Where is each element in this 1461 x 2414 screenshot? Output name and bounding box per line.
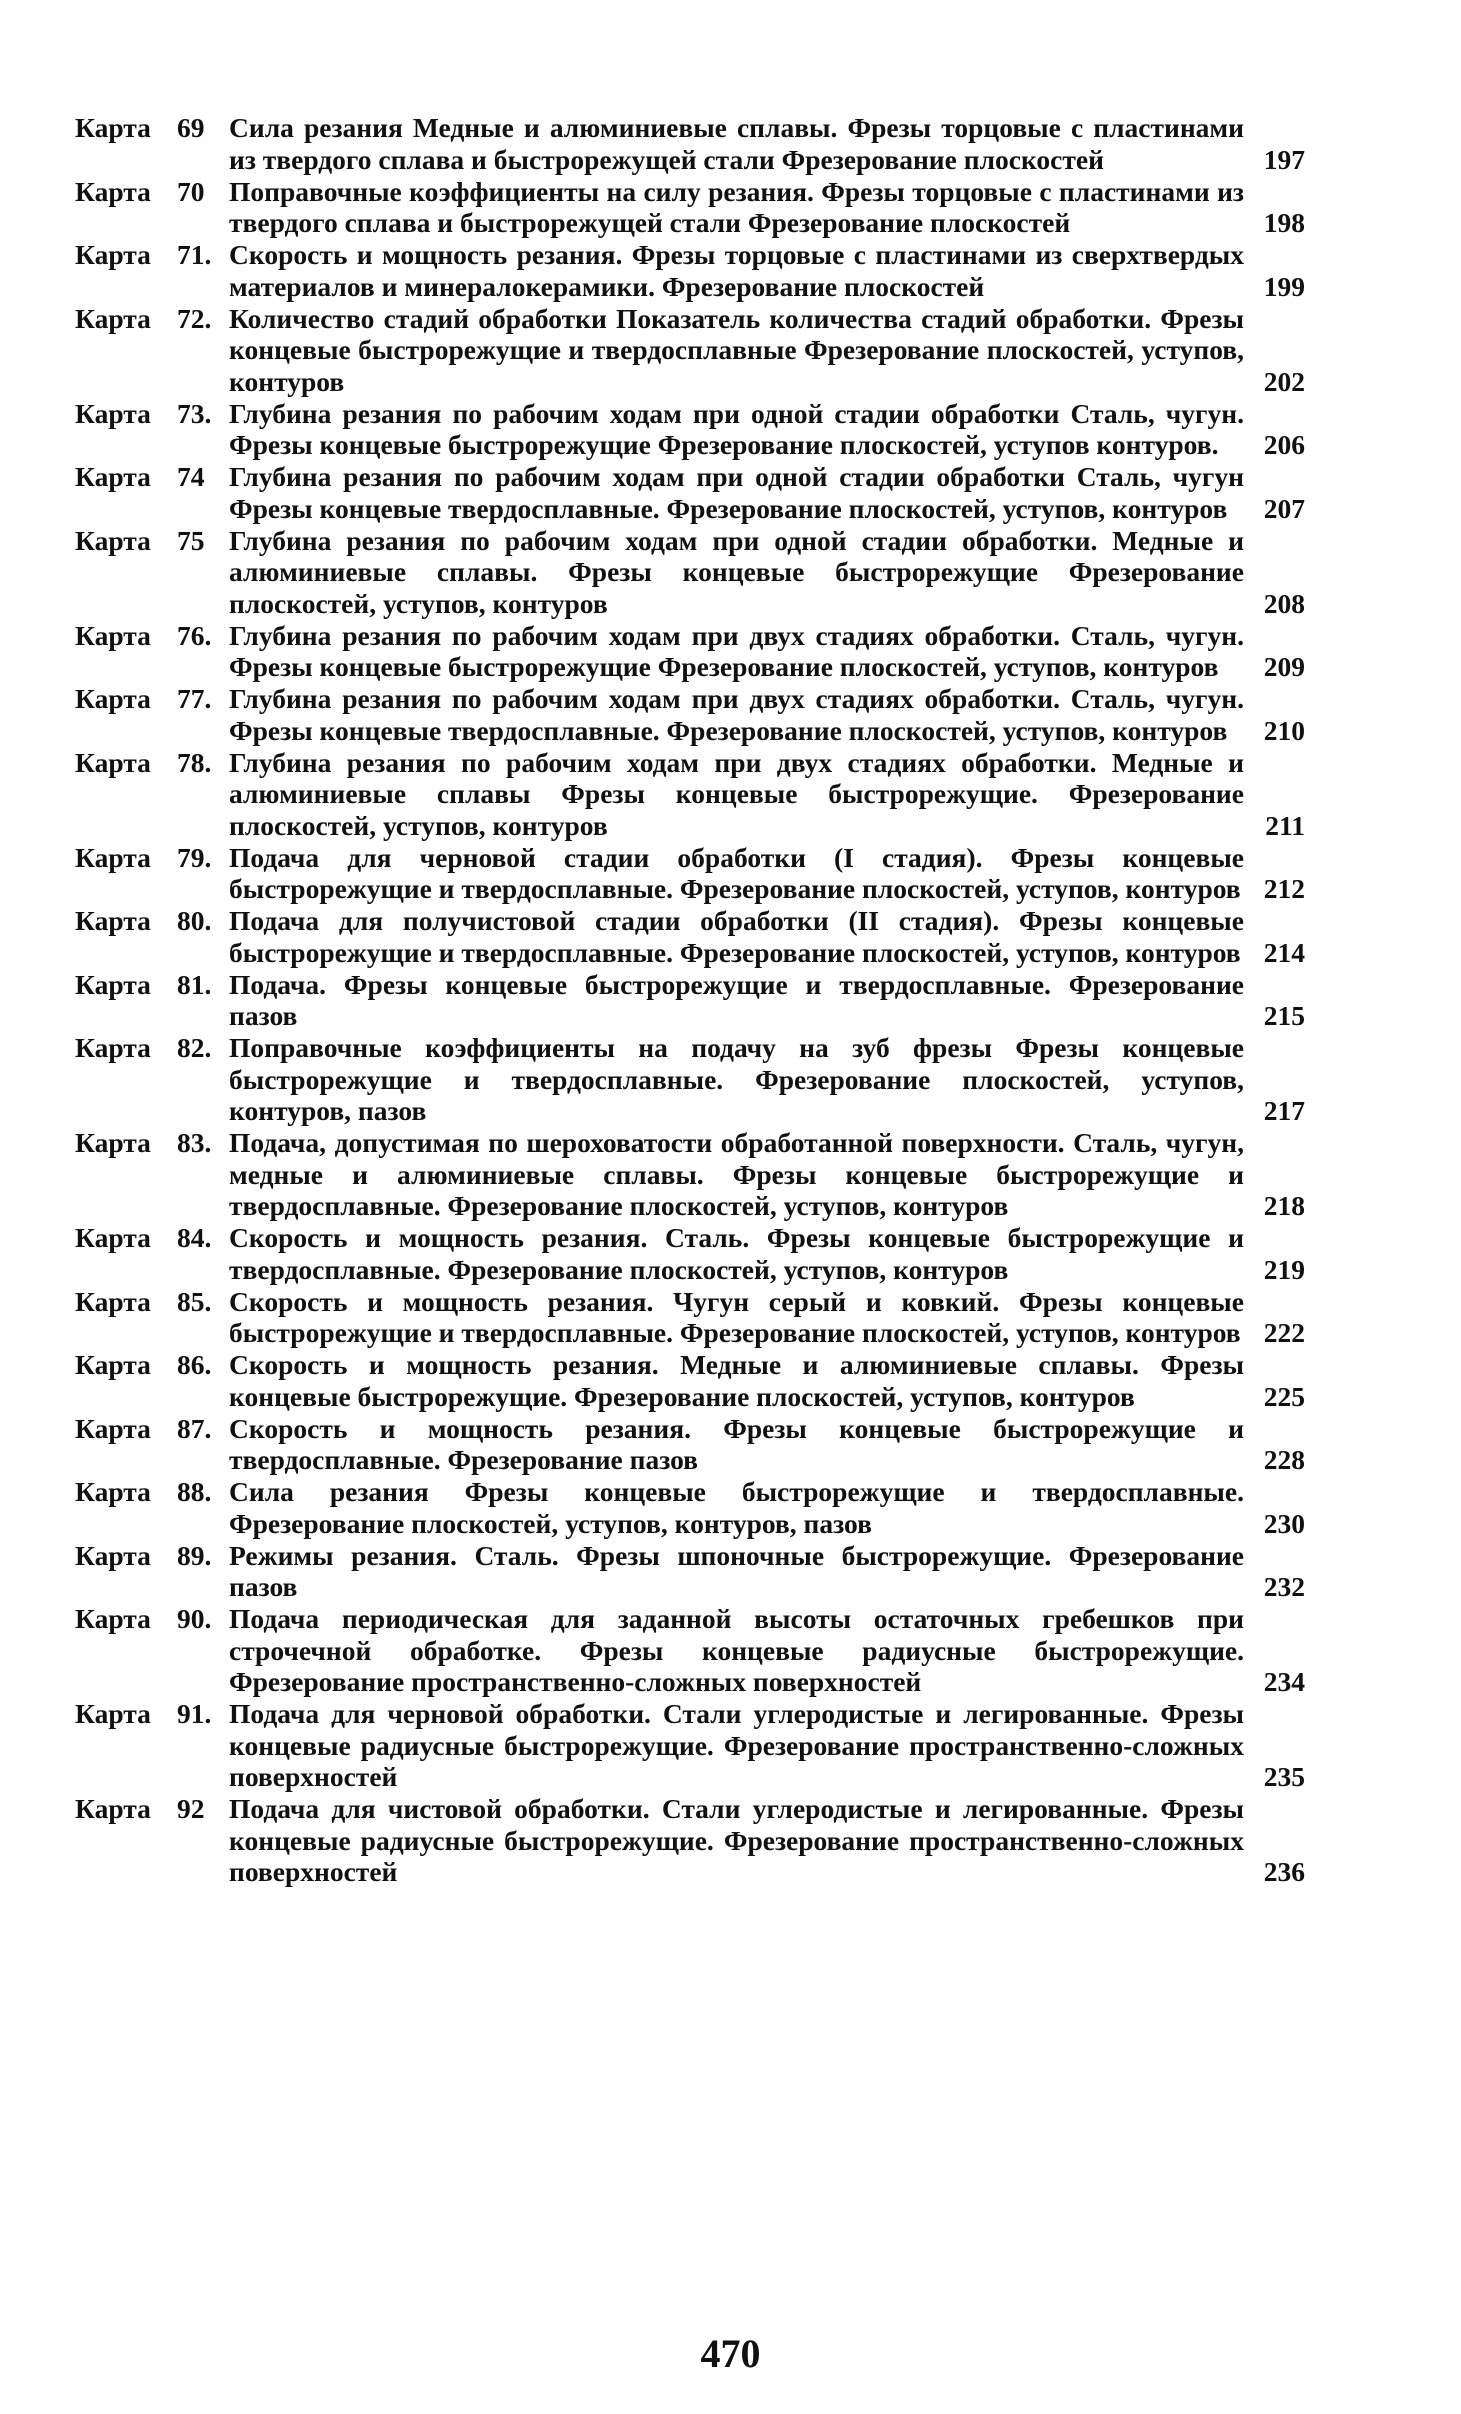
entry-number: 83.: [177, 1127, 212, 1158]
entry-number: 91.: [177, 1698, 212, 1729]
entry-page: 202: [1263, 365, 1305, 397]
entry-label: Карта: [75, 1793, 151, 1824]
entry-label: Карта: [75, 1698, 151, 1729]
toc-entry: [75, 1698, 1305, 1793]
entry-label: Карта: [75, 619, 151, 651]
entry-page: 218: [1263, 1190, 1305, 1221]
entry-page: 199: [1263, 270, 1305, 302]
entry-number: 82.: [177, 1032, 212, 1063]
entry-title: Подача для черновой обработки. Стали углеродистые и легированные. Фрезы концевые радиусные быстрорежущие. Фрезерование пространственно-сложных поверхностей: [229, 1698, 1244, 1792]
entry-label: Карта: [75, 968, 151, 1000]
entry-page: 198: [1263, 207, 1305, 238]
entry-title: Глубина резания по рабочим ходам при двух стадиях обработки. Медные и алюминиевые сплавы Фрезы концевые быстрорежущие. Фрезерование плоскостей, уступов, контуров: [229, 746, 1244, 841]
entry-number: 69: [177, 112, 205, 143]
entry-page: 211: [1265, 809, 1305, 841]
entry-label: Карта: [75, 746, 151, 778]
entry-number: 80.: [177, 905, 212, 936]
entry-number: 84.: [177, 1222, 212, 1253]
entry-label: Карта: [75, 1127, 151, 1158]
entry-label: Карта: [75, 112, 151, 143]
entry-label: Карта: [75, 1603, 151, 1634]
entry-number: 89.: [177, 1539, 212, 1571]
entry-number: 70: [177, 175, 205, 207]
entry-title: Подача для получистовой стадии обработки (II стадия). Фрезы концевые быстрорежущие и твердосплавные. Фрезерование плоскостей, уступов, контуров: [229, 905, 1244, 968]
entry-label: Карта: [75, 1539, 151, 1571]
entry-title: Глубина резания по рабочим ходам при одной стадии обработки Сталь, чугун. Фрезы концевые быстрорежущие Фрезерование плоскостей, уступов контуров.: [229, 397, 1244, 460]
entry-title: Глубина резания по рабочим ходам при одной стадии обработки. Медные и алюминиевые сплавы. Фрезы концевые быстрорежущие Фрезерование плоскостей, уступов, контуров: [229, 524, 1244, 619]
entry-number: 87.: [177, 1412, 212, 1444]
toc-entry: [75, 1286, 1305, 1349]
entry-page: 197: [1263, 143, 1305, 175]
toc-entry: [75, 398, 1305, 461]
toc-entry: [75, 525, 1305, 620]
entry-title: Количество стадий обработки Показатель количества стадий обработки. Фрезы концевые быстрорежущие и твердосплавные Фрезерование плоскостей, уступов, контуров: [229, 302, 1244, 397]
entry-title: Подача для черновой стадии обработки (I стадия). Фрезы концевые быстрорежущие и твердосплавные. Фрезерование плоскостей, уступов, контуров: [229, 841, 1244, 904]
toc-entry: [75, 1476, 1305, 1539]
toc-entry: [75, 1793, 1305, 1888]
toc-entry: [75, 747, 1305, 842]
entry-title: Режимы резания. Сталь. Фрезы шпоночные быстрорежущие. Фрезерование пазов: [229, 1539, 1244, 1602]
entry-page: 210: [1263, 714, 1305, 746]
toc-entry: [75, 1222, 1305, 1285]
table-of-contents: [75, 112, 1305, 1888]
toc-entry: [75, 461, 1305, 524]
entry-label: Карта: [75, 1222, 151, 1253]
entry-title: Подача периодическая для заданной высоты остаточных гребешков при строчечной обработке. Фрезы концевые радиусные быстрорежущие. Фрезерование пространственно-сложных поверхностей: [229, 1603, 1244, 1697]
entry-number: 76.: [177, 619, 212, 651]
toc-entry: [75, 303, 1305, 398]
entry-page: 228: [1263, 1444, 1305, 1475]
entry-label: Карта: [75, 841, 151, 873]
entry-page: 222: [1263, 1317, 1305, 1348]
entry-label: Карта: [75, 175, 151, 207]
toc-entry: [75, 842, 1305, 905]
entry-page: 206: [1263, 429, 1305, 460]
toc-entry: [75, 905, 1305, 968]
entry-page: 215: [1263, 1000, 1305, 1031]
entry-title: Подача, допустимая по шероховатости обработанной поверхности. Сталь, чугун, медные и алюминиевые сплавы. Фрезы концевые быстрорежущие и твердосплавные. Фрезерование плоскостей, уступов, контуров: [229, 1127, 1244, 1221]
entry-page: 230: [1263, 1507, 1305, 1539]
entry-label: Карта: [75, 397, 151, 429]
entry-number: 71.: [177, 239, 212, 270]
toc-entry: [75, 176, 1305, 239]
entry-title: Глубина резания по рабочим ходам при двух стадиях обработки. Сталь, чугун. Фрезы концевые быстрорежущие Фрезерование плоскостей, уступов, контуров: [229, 619, 1244, 682]
entry-title: Сила резания Фрезы концевые быстрорежущие и твердосплавные. Фрезерование плоскостей, уступов, контуров, пазов: [229, 1476, 1244, 1539]
entry-title: Поправочные коэффициенты на подачу на зуб фрезы Фрезы концевые быстрорежущие и твердосплавные. Фрезерование плоскостей, уступов, контуров, пазов: [229, 1032, 1244, 1126]
entry-label: Карта: [75, 239, 151, 270]
entry-label: Карта: [75, 1285, 151, 1317]
entry-number: 73.: [177, 397, 212, 429]
entry-number: 86.: [177, 1349, 212, 1380]
entry-page: 212: [1263, 873, 1305, 904]
entry-label: Карта: [75, 302, 151, 334]
entry-page: 234: [1263, 1666, 1305, 1697]
entry-number: 90.: [177, 1603, 212, 1634]
toc-entry: [75, 1127, 1305, 1222]
entry-page: 232: [1263, 1571, 1305, 1602]
entry-page: 209: [1263, 651, 1305, 682]
toc-entry: [75, 239, 1305, 302]
entry-page: 214: [1263, 936, 1305, 968]
entry-label: Карта: [75, 1412, 151, 1444]
page-number: 470: [700, 2331, 761, 2376]
entry-label: Карта: [75, 1032, 151, 1063]
entry-page: 236: [1263, 1856, 1305, 1887]
entry-title: Скорость и мощность резания. Сталь. Фрезы концевые быстрорежущие и твердосплавные. Фрезерование плоскостей, уступов, контуров: [229, 1222, 1244, 1285]
entry-title: Глубина резания по рабочим ходам при одной стадии обработки Сталь, чугун Фрезы концевые твердосплавные. Фрезерование плоскостей, уступов, контуров: [229, 461, 1244, 524]
entry-page: 217: [1263, 1095, 1305, 1126]
toc-entry: [75, 112, 1305, 175]
entry-title: Скорость и мощность резания. Фрезы концевые быстрорежущие и твердосплавные. Фрезерование пазов: [229, 1412, 1244, 1475]
entry-title: Сила резания Медные и алюминиевые сплавы. Фрезы торцовые с пластинами из твердого сплава и быстрорежущей стали Фрезерование плоскостей: [229, 112, 1244, 175]
entry-number: 74: [177, 461, 205, 492]
entry-number: 77.: [177, 683, 212, 714]
entry-number: 85.: [177, 1285, 212, 1317]
entry-page: 207: [1263, 492, 1305, 524]
entry-page: 235: [1263, 1761, 1305, 1792]
entry-label: Карта: [75, 1349, 151, 1380]
entry-title: Подача. Фрезы концевые быстрорежущие и твердосплавные. Фрезерование пазов: [229, 968, 1244, 1031]
entry-number: 79.: [177, 841, 212, 873]
entry-page: 225: [1263, 1380, 1305, 1412]
toc-entry: [75, 683, 1305, 746]
toc-entry: [75, 1540, 1305, 1603]
entry-number: 92: [177, 1793, 205, 1824]
entry-page: 208: [1263, 587, 1305, 619]
entry-number: 81.: [177, 968, 212, 1000]
toc-entry: [75, 1349, 1305, 1412]
entry-title: Поправочные коэффициенты на силу резания. Фрезы торцовые с пластинами из твердого сплава и быстрорежущей стали Фрезерование плоскостей: [229, 175, 1244, 238]
entry-title: Скорость и мощность резания. Чугун серый и ковкий. Фрезы концевые быстрорежущие и твердосплавные. Фрезерование плоскостей, уступов, контуров: [229, 1285, 1244, 1348]
entry-number: 72.: [177, 302, 212, 334]
toc-entry: [75, 1413, 1305, 1476]
entry-page: 219: [1263, 1253, 1305, 1285]
entry-title: Глубина резания по рабочим ходам при двух стадиях обработки. Сталь, чугун. Фрезы концевые твердосплавные. Фрезерование плоскостей, уступов, контуров: [229, 683, 1244, 746]
toc-entry: [75, 969, 1305, 1032]
toc-entry: [75, 620, 1305, 683]
entry-number: 88.: [177, 1476, 212, 1507]
entry-label: Карта: [75, 683, 151, 714]
entry-title: Скорость и мощность резания. Фрезы торцовые с пластинами из сверхтвердых материалов и минералокерамики. Фрезерование плоскостей: [229, 239, 1244, 302]
entry-number: 78.: [177, 746, 212, 778]
entry-label: Карта: [75, 1476, 151, 1507]
entry-title: Скорость и мощность резания. Медные и алюминиевые сплавы. Фрезы концевые быстрорежущие. Фрезерование плоскостей, уступов, контуров: [229, 1349, 1244, 1412]
toc-entry: [75, 1603, 1305, 1698]
entry-label: Карта: [75, 461, 151, 492]
entry-number: 75: [177, 524, 205, 556]
entry-title: Подача для чистовой обработки. Стали углеродистые и легированные. Фрезы концевые радиусные быстрорежущие. Фрезерование пространственно-сложных поверхностей: [229, 1793, 1244, 1887]
entry-label: Карта: [75, 524, 151, 556]
toc-entry: [75, 1032, 1305, 1127]
entry-label: Карта: [75, 905, 151, 936]
